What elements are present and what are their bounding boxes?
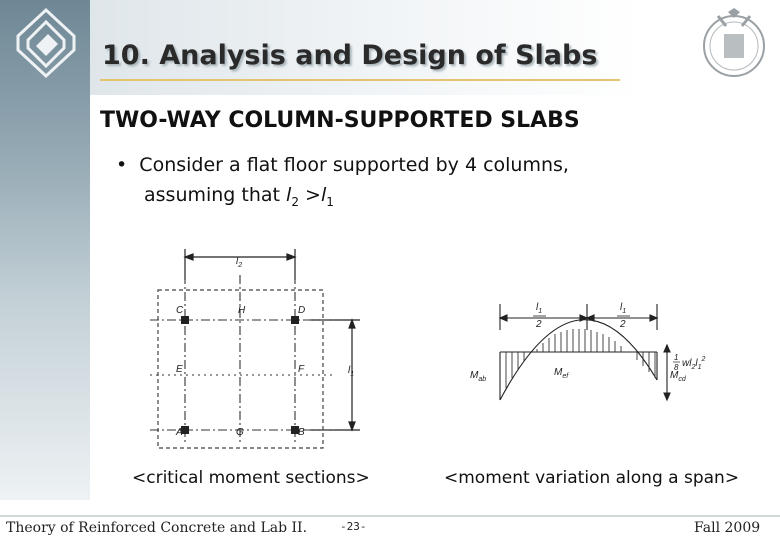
critical-moment-sections-diagram [140,245,370,450]
caption-moment-variation: <moment variation along a span> [444,468,740,488]
svg-text:wl2l12: $wl_2l_1^2$ [682,356,706,371]
footer-term: Fall 2009 [694,520,761,536]
slide-subtitle: TWO-WAY COLUMN-SUPPORTED SLABS [100,108,580,133]
bullet-line-2-prefix: assuming that [144,184,287,206]
caption-critical-moment-sections: <critical moment sections> [132,468,370,488]
svg-text:2: 2 [536,319,542,330]
slide-title: 10. Analysis and Design of Slabs [102,40,598,71]
total-moment-label [673,353,706,372]
moment-label-mab: $M_{ab}$ [470,370,487,383]
moment-label-mef: $M_{ef}$ [554,367,569,380]
point-label-g: G [236,427,244,438]
svg-text:2: 2 [620,319,626,330]
moment-variation-diagram [462,300,732,410]
point-label-f: F [298,364,305,375]
half-span-label-1: $l_1$ [536,302,543,315]
dimension-label-l1: $l_1$ [348,365,355,378]
point-label-c: C [176,305,184,316]
footer-divider [0,515,780,517]
university-logo-icon [8,6,84,82]
point-label-h: H [238,305,246,316]
bullet-dot: • [116,154,140,176]
bullet-line-2-expression: $l_2 >l_1$ [286,184,334,209]
point-label-d: D [298,305,306,316]
point-label-b: B [298,427,305,438]
title-underline [100,79,620,81]
footer-page-number: -23- [340,520,367,533]
university-seal-icon [698,6,770,82]
point-label-a: A [176,427,183,438]
half-span-label-2: $l_1$ [620,302,627,315]
moment-label-mcd: $M_{cd}$ [670,370,686,383]
bullet-point [116,150,569,217]
dimension-label-l2: $l_2$ [236,256,243,269]
point-label-e: E [176,364,183,375]
bullet-line-1: Consider a flat floor supported by 4 columns, [139,154,569,176]
footer-course-title: Theory of Reinforced Concrete and Lab II. [6,520,308,536]
svg-text:1: 1 [674,353,679,362]
svg-text:8: 8 [674,363,679,372]
